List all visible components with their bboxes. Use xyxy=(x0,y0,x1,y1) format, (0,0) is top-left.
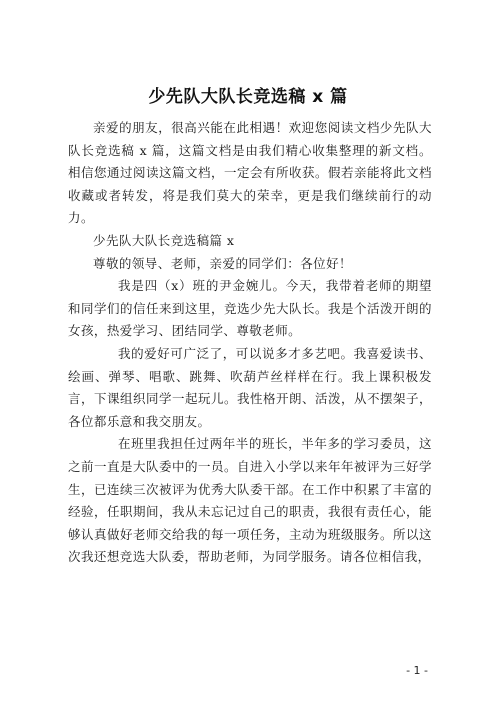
paragraph-self-intro: 我是四（x）班的尹金婉儿。今天，我带着老师的期望和同学们的信任来到这里，竞选少先大队长。我是个活泼开朗的女孩，热爱学习、团结同学、尊敬老师。 xyxy=(68,278,432,339)
paragraph-intro: 亲爱的朋友，很高兴能在此相遇！欢迎您阅读文档少先队大队长竞选稿 x 篇，这篇文档是由我们精心收集整理的新文档。相信您通过阅读这篇文档，一定会有所收获。假若亲能将此文档收藏或者转发，将是我们莫大的荣幸，更是我们继续前行的动力。 xyxy=(68,120,432,226)
paragraph-experience: 在班里我担任过两年半的班长，半年多的学习委员，这之前一直是大队委中的一员。自进入小学以来年年被评为三好学生，已连续三次被评为优秀大队委干部。在工作中积累了丰富的经验，任职期间，我从未忘记过自己的职责，我很有责任心，能够认真做好老师交给我的每一项任务，主动为班级服务。所以这次我还想竞选大队委，帮助老师，为同学服务。请各位相信我， xyxy=(68,436,432,565)
paragraph-subtitle: 少先队大队长竞选稿篇 x xyxy=(93,232,235,248)
document-title: 少先队大队长竞选稿 x 篇 xyxy=(148,87,348,107)
page-number: - 1 - xyxy=(406,664,428,677)
paragraph-greeting: 尊敬的领导、老师，亲爱的同学们：各位好！ xyxy=(93,255,353,271)
paragraph-hobbies: 我的爱好可广泛了，可以说多才多艺吧。我喜爱读书、绘画、弹琴、唱歌、跳舞、吹葫芦丝样样在行。我上课积极发言，下课组织同学一起玩儿。我性格开朗、活泼，从不摆架子，各位都乐意和我交朋友。 xyxy=(68,345,432,429)
document-body xyxy=(68,117,432,569)
